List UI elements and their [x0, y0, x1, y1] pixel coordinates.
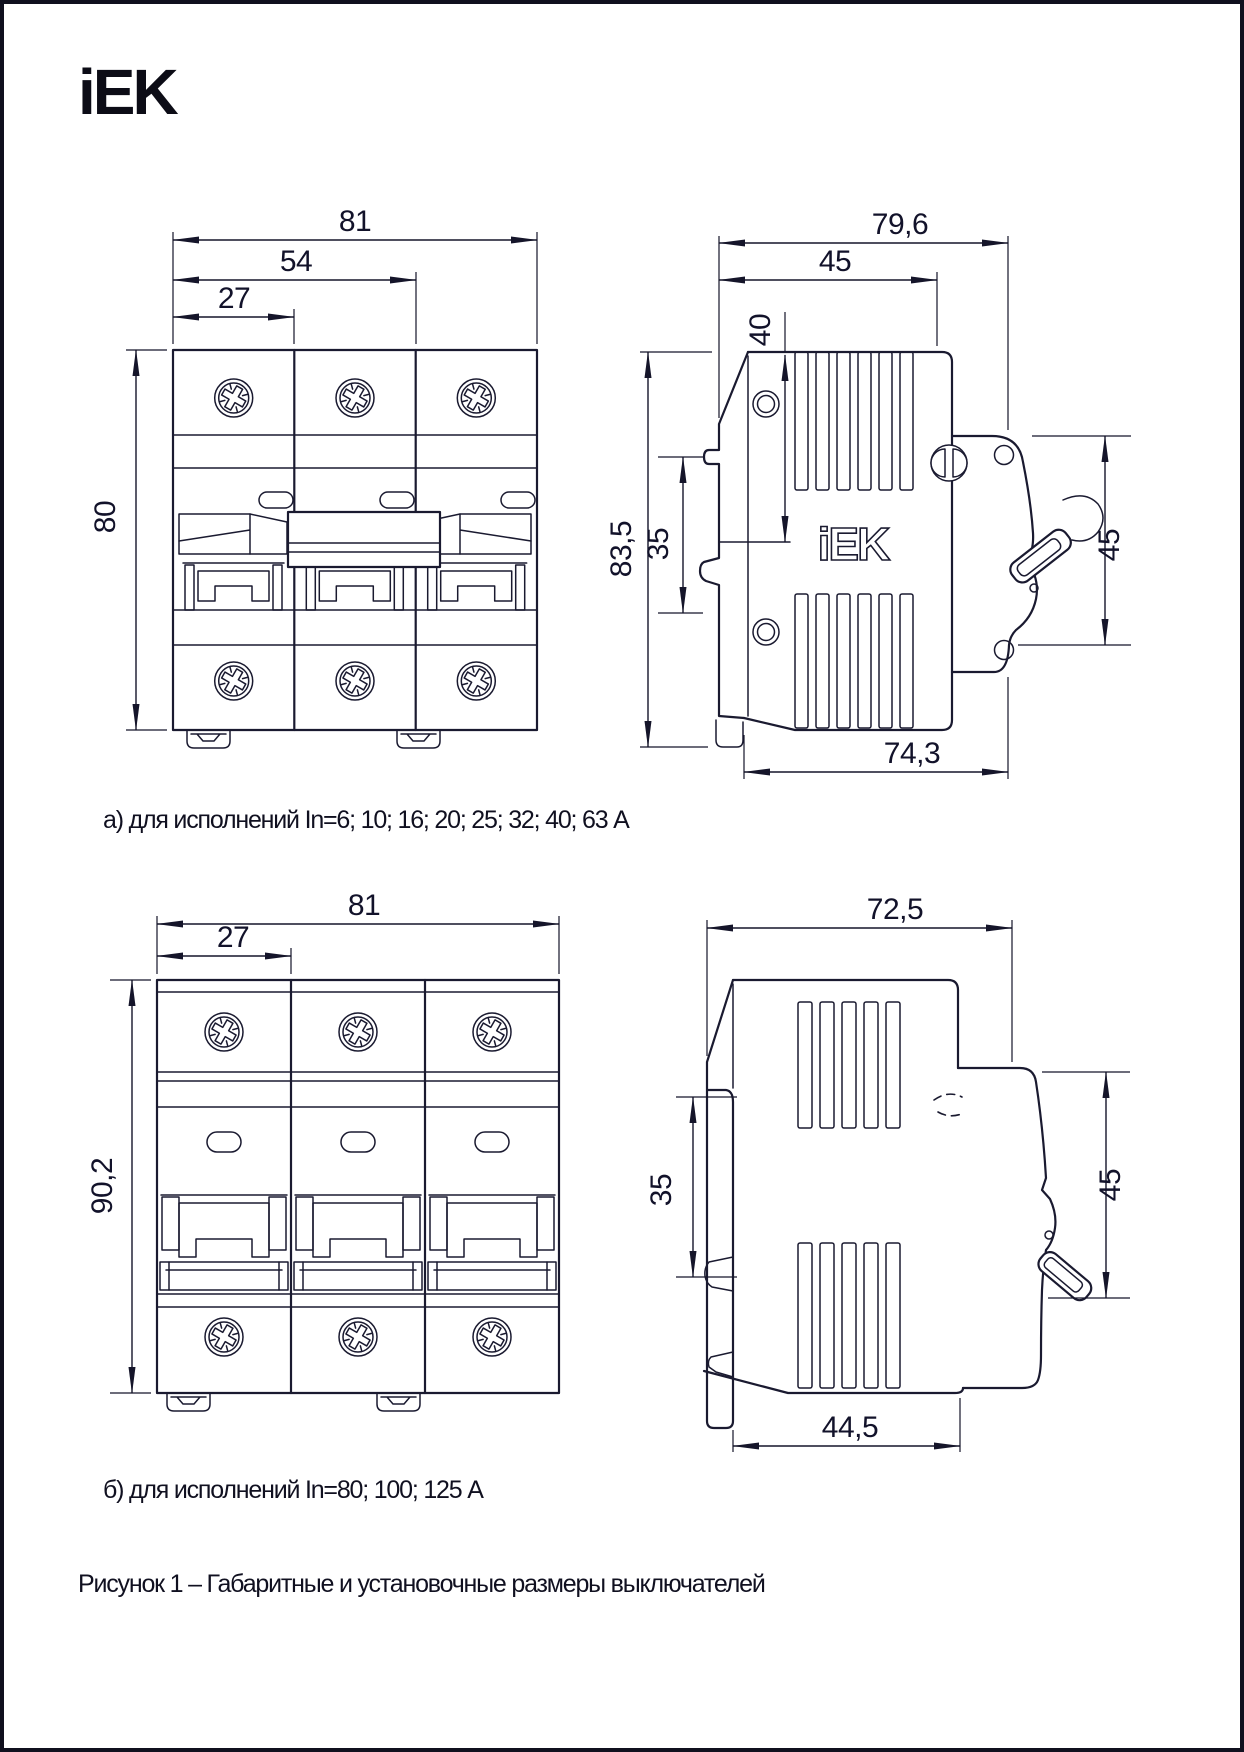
dim-b-side-depth-total: 72,5	[866, 893, 924, 926]
pivot-dot	[1045, 1231, 1053, 1239]
din-clip	[187, 730, 230, 748]
dim-b-side-depth-mount: 44,5	[821, 1411, 879, 1444]
dim-a-side-depth-front: 45	[818, 245, 852, 278]
caption-variant-a: а) для исполнений In=6; 10; 16; 20; 25; 32; 40; 63 А	[103, 806, 629, 834]
dim-b-front-height: 90,2	[86, 1157, 119, 1215]
view-a-front	[89, 205, 537, 748]
dim-b-front-width-module: 27	[216, 921, 250, 954]
hidden-line	[934, 1094, 962, 1100]
dim-a-side-front-height: 45	[1093, 528, 1126, 562]
hidden-line	[938, 1112, 964, 1116]
dim-a-side-depth-total: 79,6	[871, 208, 929, 241]
iek-logo: iEK	[78, 56, 176, 128]
dim-a-side-rail: 35	[642, 527, 675, 561]
dim-a-side-top-to-rail: 40	[744, 313, 777, 347]
dim-a-front-width-double: 54	[279, 245, 313, 278]
view-a-side	[605, 208, 1131, 779]
dim-b-side-rail: 35	[645, 1173, 678, 1207]
dim-a-front-height: 80	[89, 500, 122, 534]
dim-a-side-depth-mount: 74,3	[883, 737, 941, 770]
dim-b-front-width-total: 81	[347, 889, 381, 922]
dim-a-front-width-module: 27	[217, 282, 251, 315]
view-b-side	[645, 893, 1130, 1452]
vent-ribs	[798, 1002, 900, 1388]
din-clip	[397, 730, 440, 748]
din-clip	[167, 1393, 210, 1411]
figure-caption: Рисунок 1 – Габаритные и установочные размеры выключателей	[78, 1570, 765, 1598]
dim-a-front-width-total: 81	[338, 205, 372, 238]
caption-variant-b: б) для исполнений In=80; 100; 125 А	[103, 1476, 483, 1504]
dim-a-side-height-total: 83,5	[605, 520, 638, 578]
view-b-front	[86, 889, 559, 1411]
din-clip	[377, 1393, 420, 1411]
embossed-iek-logo: iEK	[817, 518, 889, 570]
dim-b-side-front-height: 45	[1094, 1168, 1127, 1202]
